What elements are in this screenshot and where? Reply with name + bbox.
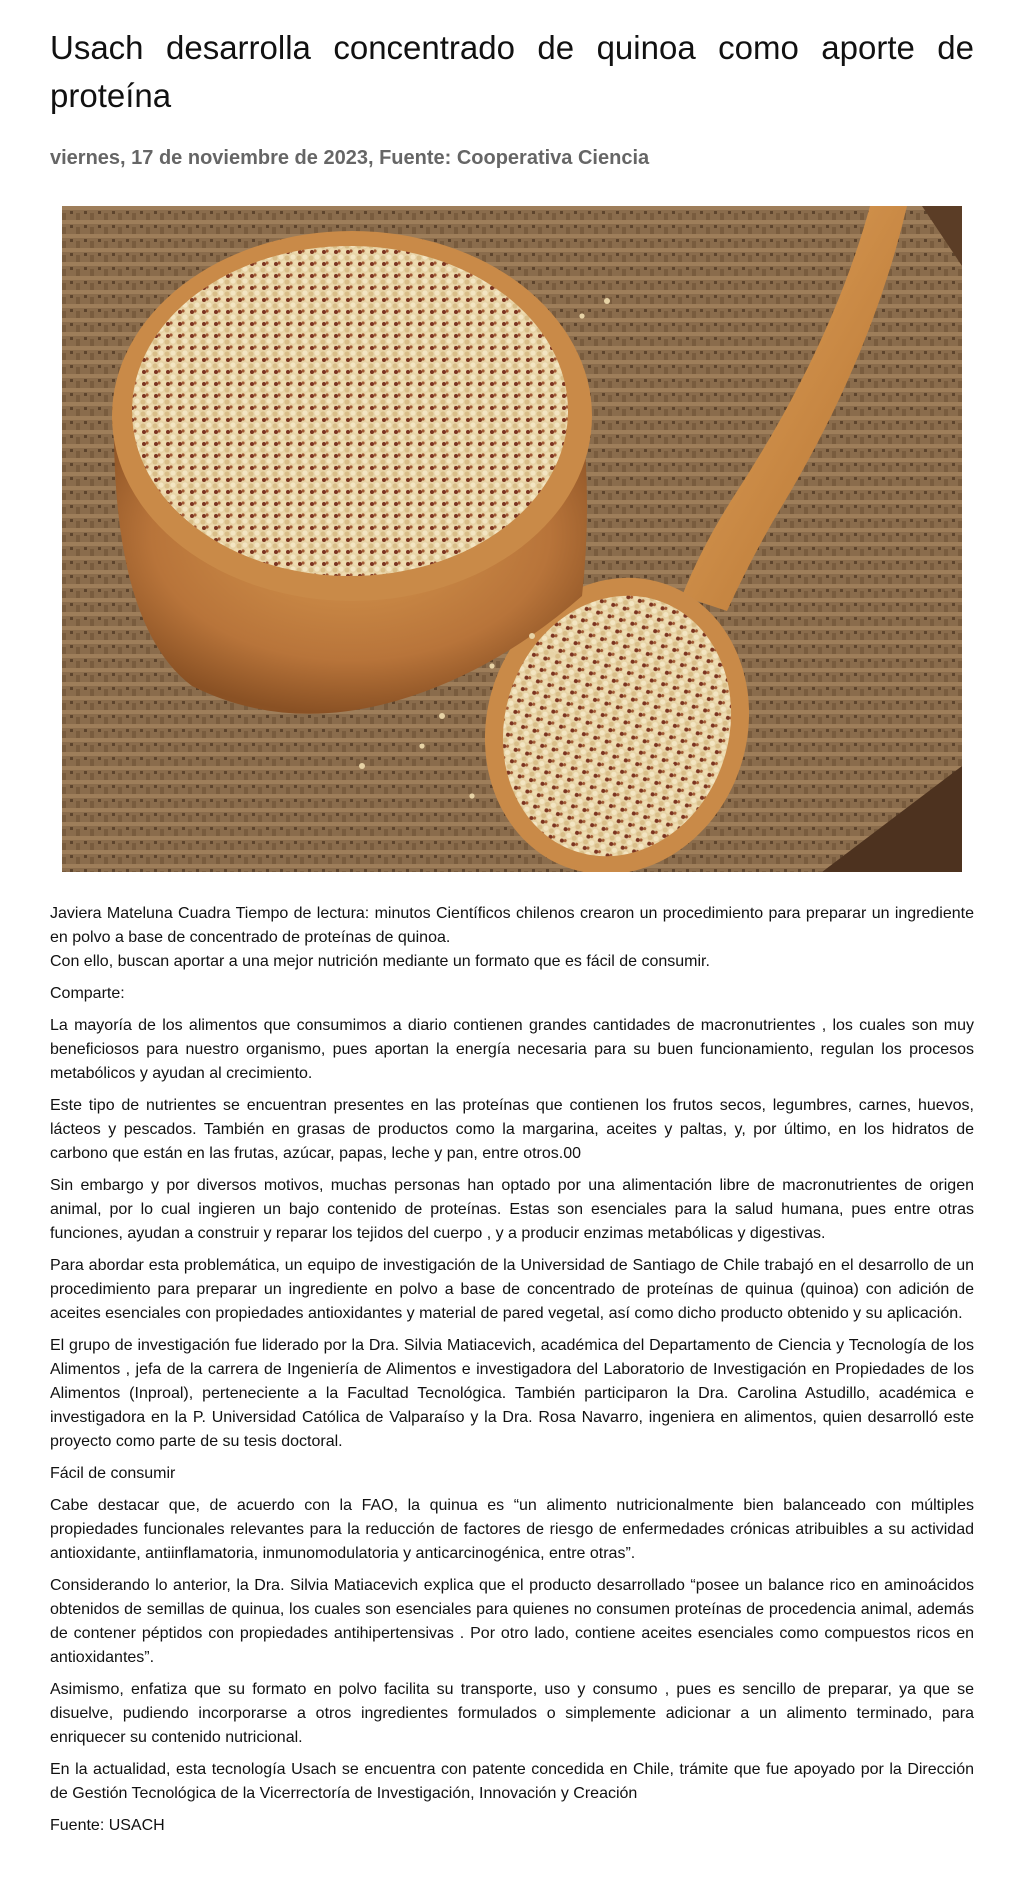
article-paragraph: Sin embargo y por diversos motivos, muchas personas han optado por una alimentación libre de macronutrientes de origen animal, por lo cual ingieren un bajo contenido de proteínas. Estas son esenciales para la salud humana, pues entre otras funciones, ayudan a construir y reparar los tejidos del cuerpo , y a producir enzimas metabólicas y digestivas. (50, 1177, 974, 1242)
article-title: Usach desarrolla concentrado de quinoa como aporte de proteína (50, 29, 974, 114)
article-source: Fuente: USACH (50, 1817, 165, 1834)
article-paragraph: Para abordar esta problemática, un equipo de investigación de la Universidad de Santiago de Chile trabajó en el desarrollo de un procedimiento para preparar un ingrediente en polvo a base de concentrado de proteínas de quinua (quinoa) con adición de aceites esenciales con propiedades antioxidantes y material de pared vegetal, así como dicho producto obtenido y su aplicación. (50, 1257, 974, 1322)
section-heading: Fácil de consumir (50, 1465, 176, 1482)
article-paragraph: Cabe destacar que, de acuerdo con la FAO, la quinua es “un alimento nutricionalmente bien balanceado con múltiples propiedades funcionales relevantes para la reducción de factores de riesgo de enfermedades crónicas atribuibles a su actividad antioxidante, antiinflamatoria, inmunomodulatoria y anticarcinogénica, entre otras”. (50, 1497, 974, 1562)
article-paragraph: Considerando lo anterior, la Dra. Silvia Matiacevich explica que el producto desarrollado “posee un balance rico en aminoácidos obtenidos de semillas de quinua, los cuales son esenciales para quienes no consumen proteínas de procedencia animal, además de contener péptidos con propiedades antihipertensivas . Por otro lado, contiene aceites esenciales como compuestos ricos en antioxidantes”. (50, 1577, 974, 1666)
share-label: Comparte: (50, 985, 125, 1002)
article-meta: viernes, 17 de noviembre de 2023, Fuente: Cooperativa Ciencia (50, 147, 650, 169)
article-body (50, 902, 974, 1838)
article-subtitle: Con ello, buscan aportar a una mejor nutrición mediante un formato que es fácil de consumir. (50, 953, 710, 970)
article-paragraph: Este tipo de nutrientes se encuentran presentes en las proteínas que contienen los frutos secos, legumbres, carnes, huevos, lácteos y pescados. También en grasas de productos como la margarina, aceites y paltas, y, por último, en los hidratos de carbono que están en las frutas, azúcar, papas, leche y pan, entre otros.00 (50, 1097, 974, 1162)
bowl-quinoa (132, 246, 568, 576)
article-paragraph: En la actualidad, esta tecnología Usach se encuentra con patente concedida en Chile, trámite que fue apoyado por la Dirección de Gestión Tecnológica de la Vicerrectoría de Investigación, Innovación y Creación (50, 1761, 974, 1802)
article-paragraph: Asimismo, enfatiza que su formato en polvo facilita su transporte, uso y consumo , pues es sencillo de preparar, ya que se disuelve, pudiendo incorporarse a otros ingredientes formulados o simplemente adicionar a un alimento terminado, para enriquecer su contenido nutricional. (50, 1681, 974, 1746)
article-paragraph: La mayoría de los alimentos que consumimos a diario contienen grandes cantidades de macronutrientes , los cuales son muy beneficiosos para nuestro organismo, pues aportan la energía necesaria para su buen funcionamiento, regulan los procesos metabólicos y ayudan al crecimiento. (50, 1017, 974, 1082)
article-paragraph: El grupo de investigación fue liderado por la Dra. Silvia Matiacevich, académica del Departamento de Ciencia y Tecnología de los Alimentos , jefa de la carrera de Ingeniería de Alimentos e investigadora del Laboratorio de Investigación en Propiedades de los Alimentos (Inproal), perteneciente a la Facultad Tecnológica. También participaron la Dra. Carolina Astudillo, académica e investigadora en la P. Universidad Católica de Valparaíso y la Dra. Rosa Navarro, ingeniera en alimentos, quien desarrolló este proyecto como parte de su tesis doctoral. (50, 1337, 974, 1450)
quinoa-photo (62, 206, 962, 872)
article-lead: Javiera Mateluna Cuadra Tiempo de lectura: minutos Científicos chilenos crearon un procedimiento para preparar un ingrediente en polvo a base de concentrado de proteínas de quinoa. (50, 905, 974, 946)
article (50, 24, 974, 1846)
